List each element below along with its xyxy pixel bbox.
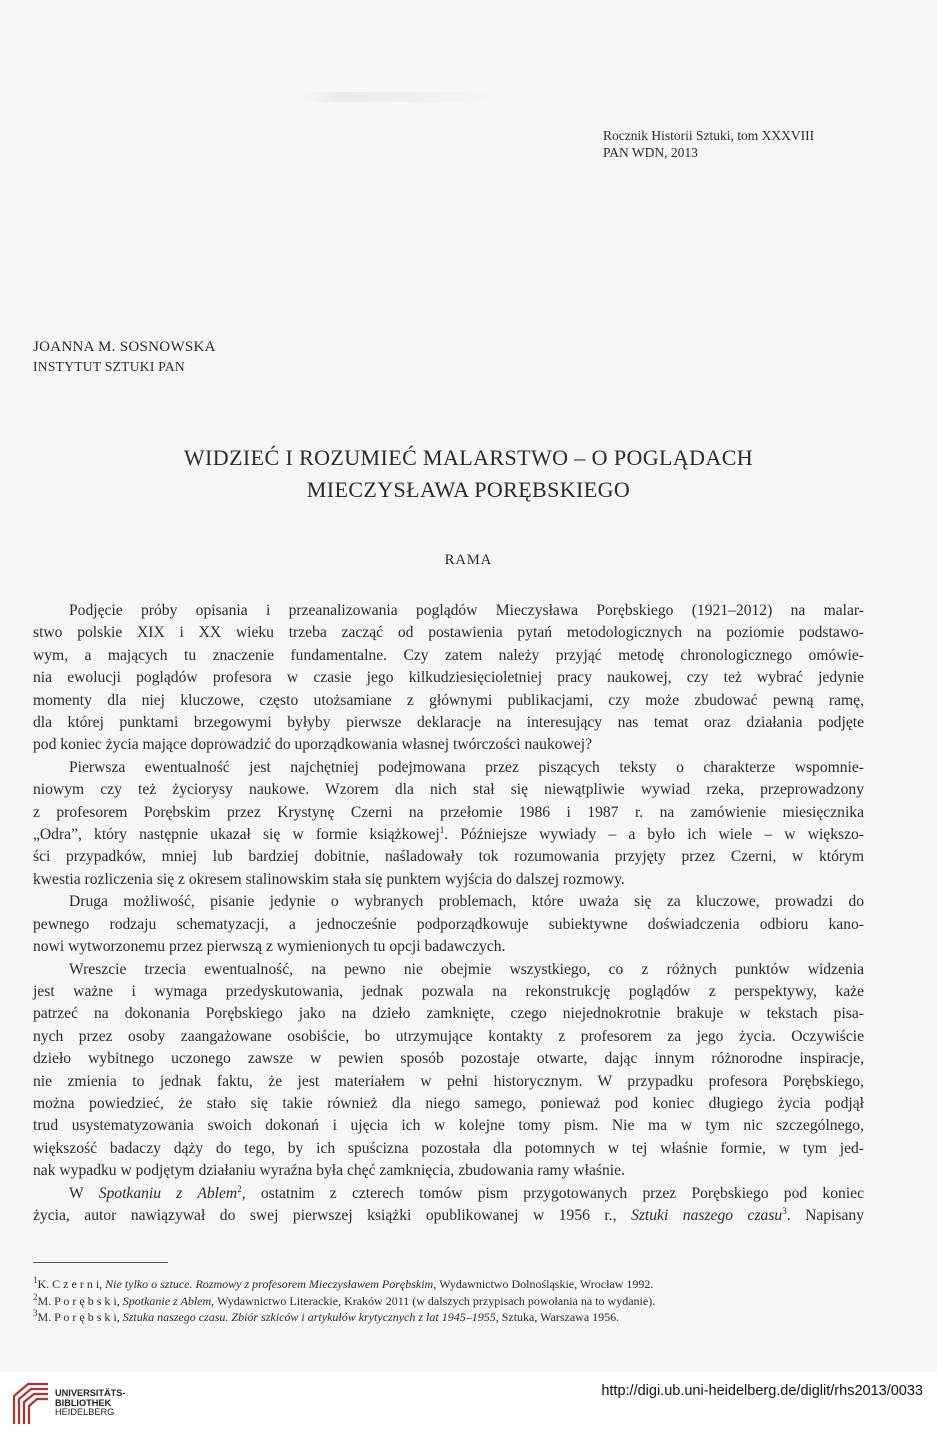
footnote-number: 1 [33,1275,38,1285]
footnote-publisher: Wydawnictwo Literackie, Kraków 2011 (w dalszych przypisach powołania na to wydanie). [217,1293,656,1308]
text-line: Druga możliwość, pisanie jedynie o wybranych problemach, które uważa się za kluczowe, prowadzi do [69,893,864,911]
paragraph [33,959,864,1183]
text-line: trud usystematyzowania swoich dokonań i ujęcia ich w kolejne tomy pism. Nie ma w tym nic szczególnego, [33,1117,864,1135]
text-line: życia, autor nawiązywał do swej pierwszej książki opublikowanej w 1956 r., Sztuki naszego czasu$^3$. Napisany [33,1205,864,1224]
logo-line-2: BIBLIOTHEK [55,1397,112,1408]
journal-reference [603,127,814,161]
footnote-number: 2 [33,1291,38,1302]
text-line: ści przypadków, mniej lub bardziej dobitnie, naśladowały tok rozumowania przyjęty przez Czerni, w którym [33,848,864,866]
author-block [33,338,216,376]
text-line: momenty dla niej kluczowe, często utożsamiane z głównymi publikacjami, czy może zbudować pewną ramę, [33,691,864,709]
footnote-rule [33,1262,168,1263]
article-body [33,600,864,1227]
text-line: „Odra”, który następnie ukazał się w formie książkowej$^1$. Późniejsze wywiady – a było ich wiele – w większo- [33,824,864,844]
library-logo-icon [10,1380,52,1428]
viewer-footer [0,1372,937,1438]
footnote-ref[interactable]: 1 [439,824,445,835]
text-line: stwo polskie XIX i XX wieku trzeba zacząć od postawienia pytań metodologicznych na poziomie podstawo- [33,624,864,642]
page-url-link[interactable]: http://digi.ub.uni-heidelberg.de/diglit/rhs2013/0033 [601,1383,923,1399]
footnote-ref[interactable]: 2 [237,1183,242,1194]
text-line: wym, a mających tu znaczenie fundamentalne. Czy zatem należy przyjąć metodę chronologicznego omówie- [33,646,864,664]
footnote-publisher: Wydawnictwo Dolnośląskie, Wrocław 1992. [439,1277,654,1291]
text-line: Wreszcie trzecia ewentualność, na pewno nie obejmie wszystkiego, co z różnych punktów widzenia [69,960,864,978]
book-title: Sztuki naszego czasu [631,1206,783,1224]
text-line: większość badaczy dąży do tego, by ich spuścizna pozostała dla potomnych w tej właśnie formie, w tym jed- [33,1139,864,1157]
footnote-title: Spotkanie z Ablem, [122,1293,218,1308]
text-line: jest ważne i wymaga przedyskutowania, jednak pozwala na rekonstrukcję poglądów z perspektywy, każe [33,982,864,1000]
section-heading: RAMA [444,552,493,568]
text-line: niowym czy też życiorysy naukowe. Wzorem dla nich stał się niewątpliwie wywiad rzeka, przeprowadzony [33,781,864,799]
text-line: pewnego rodzaju schematyzacji, a jednocześnie podporządkowuje subiektywne doświadczenia odbioru kano- [33,915,864,933]
footnote [33,1309,864,1326]
text-line: nak wypadku w podjętym działaniu wyraźna była chęć zamknięcia, zbudowania ramy właśnie. [33,1162,625,1180]
footnote-number: 3 [33,1308,38,1319]
text-line: dla której punktami brzegowymi byłyby pierwsze deklaracje na interesujący nas temat oraz działania podjęte [33,714,864,732]
article-title [0,442,937,506]
footnote-title: Nie tylko o sztuce. Rozmowy z profesorem Mieczysławem Porębskim, [105,1277,440,1291]
text-line: z profesorem Porębskim przez Krystynę Czerni na przełomie 1986 i 1987 r. na zamówienie miesięcznika [33,803,864,821]
text-line: można powiedzieć, że stało się takie również dla niego samego, ponieważ pod koniec długiego życia podjął [33,1094,864,1112]
journal-line-1: Rocznik Historii Sztuki, tom XXXVIII [603,128,815,143]
footnote-author: M. P o r ę b s k i, [37,1310,123,1325]
text-line: Pierwsza ewentualność jest najchętniej podejmowana przez piszących teksty o charakterze wspomnie- [69,758,864,776]
text-line: nia ewolucji poglądów profesora w czasie jego kilkudziesięcioletniej pracy naukowej, czy też wybrać jedynie [33,669,864,687]
text-line: patrzeć na dokonania Porębskiego jako na dzieło zamknięte, czego niejednokrotnie brakuje w tekstach pisa- [33,1005,864,1023]
text-line: pod koniec życia mające doprowadzić do uporządkowania własnej twórczości naukowej? [33,736,592,754]
footnote-author: M. P o r ę b s k i, [37,1293,123,1308]
author-institution: INSTYTUT SZTUKI PAN [33,359,185,374]
text-line: nowi wytworzonemu przez pierwszą z wymienionych tu opcji badawczych. [33,938,506,956]
scan-artifact [300,92,500,102]
library-logo-text [55,1389,125,1418]
text-line: W Spotkaniu z Ablem$^2$, ostatnim z czterech tomów pism przygotowanych przez Porębskiego pod koniec [69,1183,864,1202]
footnotes [33,1276,864,1326]
footnote-author: K. C z e r n i, [37,1277,106,1291]
paragraph [33,891,864,958]
footnote [33,1293,864,1310]
footnote-ref[interactable]: 3 [782,1205,787,1216]
text-line: nych przez osoby zaangażowane osobiście, bo utrzymujące kontakty z profesorem za jego życia. Oczywiście [33,1027,864,1045]
text-line: Podjęcie próby opisania i przeanalizowania poglądów Mieczysława Porębskiego (1921–2012) na malar- [69,602,864,619]
book-title: Spotkaniu z Ablem [98,1184,238,1202]
logo-line-1: UNIVERSITÄTS- [55,1388,126,1398]
paragraph [33,1183,864,1228]
paragraph [33,600,864,757]
logo-line-3: HEIDELBERG [55,1407,115,1418]
footnote-publisher: Sztuka, Warszawa 1956. [501,1310,620,1325]
footnote [33,1276,864,1293]
text-line: nie zmienia to jednak faktu, że jest materiałem w pełni historycznym. W przypadku profesora Porębskiego, [33,1072,864,1090]
text-line: kwestia rozliczenia się z okresem stalinowskim stała się punktem wyjścia do dalszej rozmowy. [33,870,625,888]
text-line: dzieło wybitnego uczonego zawsze w pewien sposób pozostaje otwarte, dając innym różnorodne inspiracje, [33,1050,864,1068]
footnote-title: Sztuka naszego czasu. Zbiór szkiców i artykułów krytycznych z lat 1945–1955, [122,1310,502,1325]
paragraph [33,757,864,891]
title-line-1: WIDZIEĆ I ROZUMIEĆ MALARSTWO – O POGLĄDACH [183,445,754,470]
journal-line-2: PAN WDN, 2013 [603,145,698,160]
title-line-2: MIECZYSŁAWA PORĘBSKIEGO [306,477,631,502]
author-name: JOANNA M. SOSNOWSKA [33,339,216,355]
